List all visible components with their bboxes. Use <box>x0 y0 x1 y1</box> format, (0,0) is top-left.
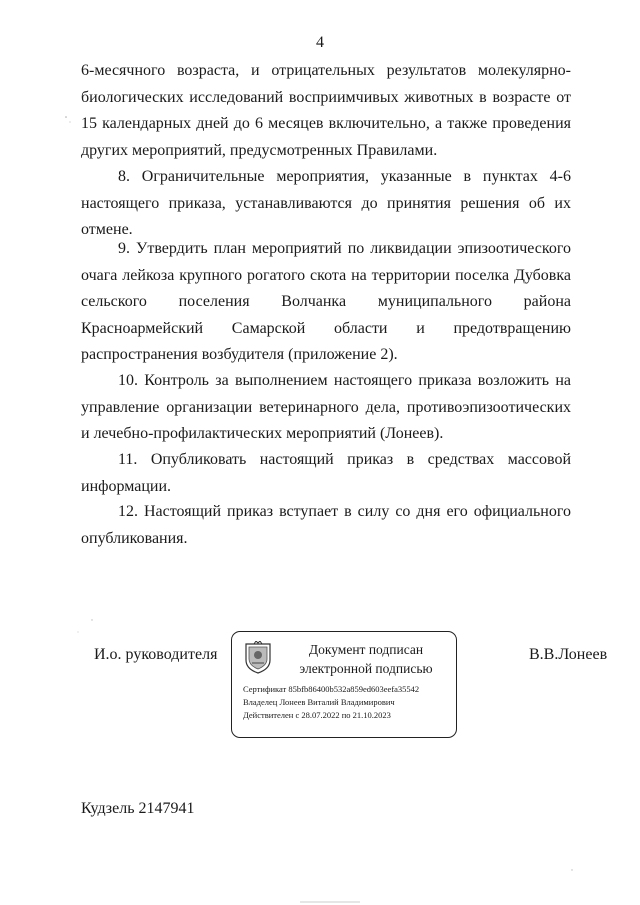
signatory-position: И.о. руководителя <box>94 646 218 663</box>
stamp-owner: Владелец Лонеев Виталий Владимирович <box>243 697 395 707</box>
stamp-title-line-1: Документ подписан <box>308 642 424 657</box>
stamp-title-line-2: электронной подписью <box>299 661 433 676</box>
stamp-validity: Действителен с 28.07.2022 по 21.10.2023 <box>243 710 391 720</box>
paragraph-8: 8. Ограничительные мероприятия, указанные в пунктах 4-6 настоящего приказа, устанавливаются до принятия решения об их отмене. <box>81 168 571 238</box>
paragraph-9: 9. Утвердить план мероприятий по ликвидации эпизоотического очага лейкоза крупного рогатого скота на территории поселка Дубовка сельского поселения Волчанка муниципального района Красноармейский Самарской области и предотвращению распространения возбудителя (приложение 2). <box>81 240 571 363</box>
signatory-name: В.В.Лонеев <box>529 646 608 663</box>
executor-contact: Кудзель 2147941 <box>81 800 195 817</box>
stamp-certificate: Сертификат 85bfb86400b532a859ed603eefa35542 <box>243 684 420 694</box>
page-number: 4 <box>316 34 324 51</box>
paragraph-continuation: 6-месячного возраста, и отрицательных результатов молекулярно-биологических исследований восприимчивых животных в возрасте от 15 календарных дней до 6 месяцев включительно, а также проведения других мероприятий, предусмотренных Правилами. <box>81 62 571 159</box>
paragraph-11: 11. Опубликовать настоящий приказ в средствах массовой информации. <box>81 451 571 495</box>
paragraph-10: 10. Контроль за выполнением настоящего приказа возложить на управление организации ветеринарного дела, противоэпизоотических и лечебно-профилактических мероприятий (Лонеев). <box>81 372 571 442</box>
paragraph-12: 12. Настоящий приказ вступает в силу со дня его официального опубликования. <box>81 503 571 547</box>
